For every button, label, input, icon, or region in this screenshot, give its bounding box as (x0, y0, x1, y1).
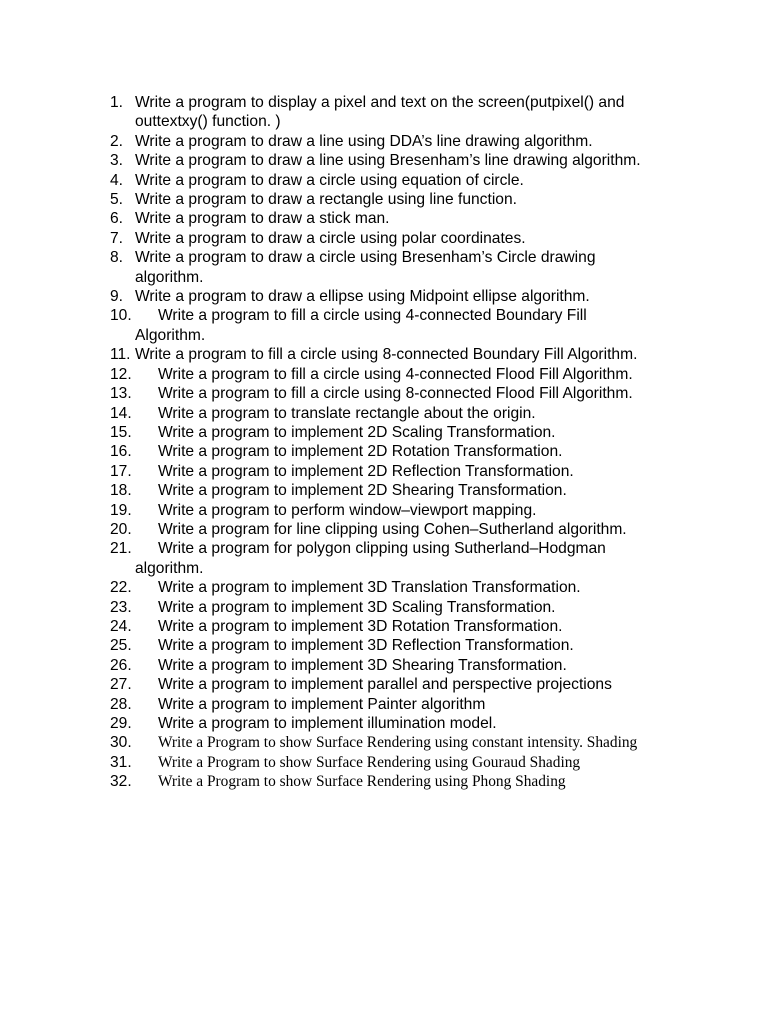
item-text: Write a Program to show Surface Rendering using constant intensity. Shading (158, 734, 638, 752)
list-item (110, 481, 670, 500)
item-text: Write a program to translate rectangle about the origin. (158, 404, 536, 422)
item-text: Write a program to implement 3D Scaling Transformation. (158, 598, 556, 616)
list-item (110, 404, 670, 423)
list-item (110, 190, 670, 209)
item-number: 3. (110, 152, 124, 170)
list-item (110, 714, 670, 733)
list-item (110, 229, 670, 248)
item-text: Write a program to implement 3D Rotation Transformation. (158, 617, 563, 635)
item-text: Write a program to implement 2D Reflection Transformation. (158, 462, 574, 480)
item-number: 20. (110, 520, 132, 538)
item-number: 8. (110, 249, 124, 267)
item-text: Write a program to implement 2D Scaling Transformation. (158, 423, 556, 441)
list-item (110, 733, 670, 752)
item-number: 15. (110, 423, 132, 441)
item-number: 7. (110, 229, 124, 247)
item-number: 19. (110, 501, 132, 519)
item-text: Write a program to display a pixel and text on the screen(putpixel() and (135, 94, 625, 111)
item-number: 6. (110, 210, 124, 228)
list-item (110, 345, 670, 364)
item-text: Write a program to draw a circle using equation of circle. (135, 171, 524, 189)
item-text-continuation: algorithm. (135, 268, 204, 286)
item-number: 32. (110, 773, 132, 791)
item-text: Write a program to draw a circle using polar coordinates. (135, 229, 526, 247)
item-text: Write a program to implement 2D Rotation Transformation. (158, 443, 563, 461)
item-number: 21. (110, 540, 132, 558)
list-item (110, 675, 670, 694)
item-text: Write a program to draw a ellipse using Midpoint ellipse algorithm. (135, 288, 590, 306)
item-number: 10. (110, 307, 132, 325)
list-item (110, 442, 670, 461)
item-number: 29. (110, 715, 132, 732)
item-text: Write a program to draw a stick man. (135, 210, 390, 228)
item-text: Write a Program to show Surface Rendering using Gouraud Shading (158, 753, 581, 771)
item-text: Write a program to implement 3D Shearing Transformation. (158, 656, 567, 674)
item-number: 5. (110, 191, 124, 209)
item-text: Write a program to draw a rectangle using line function. (135, 191, 517, 209)
item-number: 22. (110, 579, 132, 597)
item-text-continuation: algorithm. (135, 559, 204, 577)
item-number: 9. (110, 288, 124, 306)
item-text: Write a program to implement illumination model. (158, 715, 497, 732)
list-item (110, 365, 670, 384)
item-text: Write a program to implement Painter algorithm (158, 695, 486, 713)
item-number: 28. (110, 695, 132, 713)
item-number: 4. (110, 171, 124, 189)
item-text: Write a program to fill a circle using 4-connected Flood Fill Algorithm. (158, 365, 633, 383)
list-item (110, 384, 670, 403)
list-item (110, 656, 670, 675)
item-text: Write a program to fill a circle using 8-connected Flood Fill Algorithm. (158, 385, 633, 403)
item-text-continuation: Algorithm. (135, 326, 206, 344)
item-text: Write a program for polygon clipping using Sutherland–Hodgman (158, 540, 606, 558)
item-text-continuation: outtextxy() function. ) (135, 113, 281, 131)
item-text: Write a Program to show Surface Rendering using Phong Shading (158, 773, 566, 791)
item-text: Write a program to fill a circle using 8-connected Boundary Fill Algorithm. (135, 346, 638, 364)
item-number: 11. (110, 346, 131, 364)
item-text: Write a program to draw a circle using Bresenham’s Circle drawing (135, 249, 596, 267)
list-item (110, 462, 670, 481)
list-item (110, 151, 670, 170)
item-text: Write a program to draw a line using Bresenham’s line drawing algorithm. (135, 152, 641, 170)
item-number: 25. (110, 637, 132, 655)
item-number: 30. (110, 734, 132, 752)
item-text: Write a program to implement 3D Translation Transformation. (158, 579, 581, 597)
list-item (110, 248, 670, 287)
item-text: Write a program to implement 2D Shearing Transformation. (158, 482, 567, 500)
list-item (110, 578, 670, 597)
list-item (110, 501, 670, 520)
list-item (110, 171, 670, 190)
list-item (110, 753, 670, 772)
list-item (110, 209, 670, 228)
item-number: 18. (110, 482, 132, 500)
list-item (110, 93, 670, 132)
program-list (110, 93, 670, 792)
list-item (110, 636, 670, 655)
item-text: Write a program to fill a circle using 4-connected Boundary Fill (158, 307, 587, 325)
list-item (110, 772, 670, 791)
item-text: Write a program to implement parallel and perspective projections (158, 676, 612, 694)
item-number: 13. (110, 385, 132, 403)
list-item (110, 423, 670, 442)
list-item (110, 287, 670, 306)
item-text: Write a program to implement 3D Reflection Transformation. (158, 637, 574, 655)
item-number: 12. (110, 365, 132, 383)
list-item (110, 617, 670, 636)
item-number: 27. (110, 676, 132, 694)
item-text: Write a program to draw a line using DDA’s line drawing algorithm. (135, 132, 593, 150)
list-item (110, 306, 670, 345)
item-text: Write a program to perform window–viewport mapping. (158, 501, 537, 519)
item-number: 23. (110, 598, 132, 616)
item-number: 24. (110, 617, 132, 635)
list-item (110, 539, 670, 578)
item-number: 1. (110, 94, 124, 111)
item-number: 17. (110, 462, 132, 480)
item-text: Write a program for line clipping using Cohen–Sutherland algorithm. (158, 520, 627, 538)
item-number: 2. (110, 132, 124, 150)
list-item (110, 132, 670, 151)
list-item (110, 520, 670, 539)
item-number: 31. (110, 753, 132, 771)
item-number: 14. (110, 404, 132, 422)
list-item (110, 598, 670, 617)
item-number: 26. (110, 656, 132, 674)
item-number: 16. (110, 443, 132, 461)
list-item (110, 695, 670, 714)
